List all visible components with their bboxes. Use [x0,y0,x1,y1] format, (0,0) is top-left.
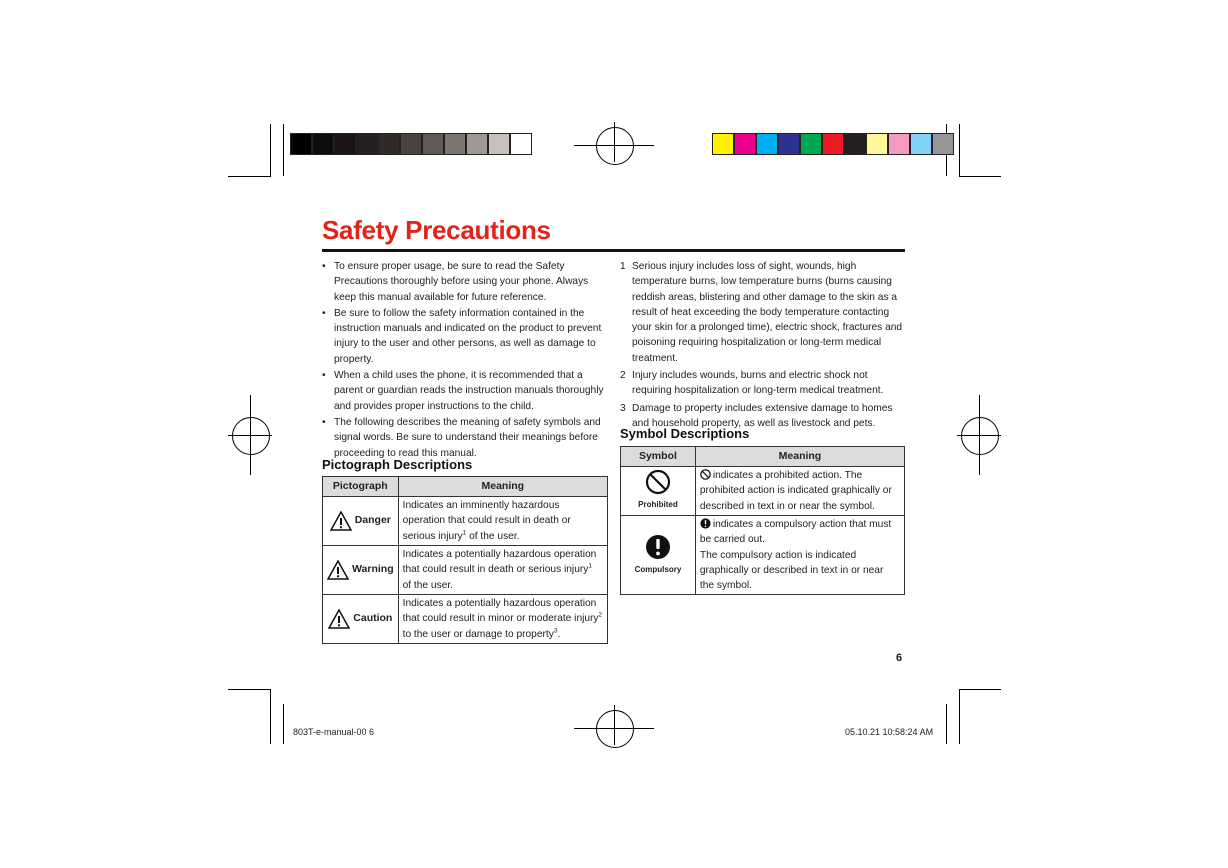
col-header-meaning: Meaning [398,477,607,497]
pictograph-table [322,476,608,644]
color-swatch [312,133,334,155]
signal-word-caution: Caution [353,612,393,625]
color-swatch [334,133,356,155]
note-item: 3 Damage to property includes extensive damage to homes and household property, as well as livestock and pets. [620,402,893,429]
table-row [323,595,608,644]
color-swatch [488,133,510,155]
warning-triangle-icon [328,609,350,629]
color-swatch [844,133,866,155]
color-swatch [466,133,488,155]
col-header-meaning: Meaning [695,447,904,467]
page-number: 6 [896,652,903,664]
pictograph-heading: Pictograph Descriptions [322,457,473,472]
color-swatch [910,133,932,155]
compulsory-icon [645,534,671,560]
grayscale-swatch-strip [290,133,532,155]
symbol-table [620,446,905,595]
meaning-cell: Indicates an imminently hazardous operation that could result in death or serious injury$^1$ of the user. [398,497,607,546]
color-swatch [510,133,532,155]
symbol-label-compulsory: Compulsory [634,564,682,574]
color-swatch [800,133,822,155]
signal-word-warning: Warning [352,563,394,576]
meaning-cell: indicates a prohibited action. The prohibited action is indicated graphically or described in text in or near the symbol. [695,467,904,516]
color-swatch [378,133,400,155]
color-swatch [888,133,910,155]
table-row [621,467,905,516]
color-swatch [290,133,312,155]
warning-triangle-icon [327,560,349,580]
page-title: Safety Precautions [322,215,551,245]
bullet-item: • To ensure proper usage, be sure to read the Safety Precautions thoroughly before using your phone. Always keep this manual available for future reference. [322,261,589,303]
color-swatch [712,133,734,155]
note-item: 1 Serious injury includes loss of sight, wounds, high temperature burns, low temperature burns (burns causing reddish areas, blistering and other damage to the skin as a result of heat exceeding the body temperature contacting your skin for a prolonged time), electric shock, fractures and poisoning requiring hospitalization or long-term medical treatment. [620,261,903,364]
meaning-cell: Indicates a potentially hazardous operation that could result in minor or moderate injury$^2$ to the user or damage to property$^3$. [398,595,607,644]
compulsory-icon [700,518,711,529]
col-header-symbol: Symbol [621,447,696,467]
meaning-cell: indicates a compulsory action that must be carried out. The compulsory action is indicated graphically or described in text in or near the symbol. [695,516,904,595]
table-row [323,497,608,546]
color-swatch [734,133,756,155]
bullet-item: • The following describes the meaning of safety symbols and signal words. Be sure to understand their meanings before proceeding to read this manual. [322,416,601,459]
footer-timestamp: 05.10.21 10:58:24 AM [845,727,934,737]
symbol-label-prohibited: Prohibited [638,500,678,510]
color-swatch [822,133,844,155]
color-swatch [422,133,444,155]
meaning-cell: Indicates a potentially hazardous operation that could result in death or serious injury$^1$ of the user. [398,546,607,595]
color-swatch [356,133,378,155]
color-swatch [400,133,422,155]
color-swatch [932,133,954,155]
signal-word-danger: Danger [354,514,391,527]
bullet-item: • Be sure to follow the safety information contained in the instruction manuals and indicated on the product to prevent injury to the user and other persons, as well as damage to property. [322,307,602,365]
color-swatch [866,133,888,155]
injury-notes [620,259,910,433]
symbol-heading: Symbol Descriptions [620,426,750,441]
intro-bullets [322,259,612,462]
warning-triangle-icon [330,511,352,531]
title-rule [322,249,905,252]
color-swatch [444,133,466,155]
col-header-pictograph: Pictograph [323,477,399,497]
color-swatch [756,133,778,155]
footer-file-info: 803T-e-manual-00 6 [293,727,375,737]
color-swatch [778,133,800,155]
prohibited-icon [645,469,671,495]
table-row [323,546,608,595]
color-swatch-strip [712,133,954,155]
table-row [621,516,905,595]
bullet-item: • When a child uses the phone, it is recommended that a parent or guardian reads the instruction manuals thoroughly and provides proper instructions to the child. [322,370,604,412]
note-item: 2 Injury includes wounds, burns and electric shock not requiring hospitalization or long-term medical treatment. [620,370,884,397]
prohibited-icon [700,469,711,480]
